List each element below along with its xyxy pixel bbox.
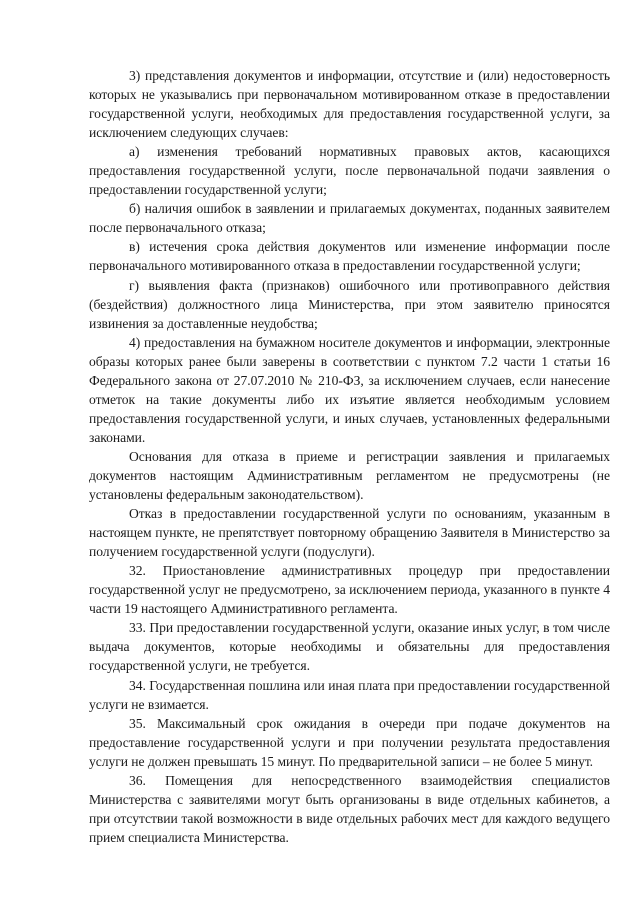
paragraph-section-32: 32. Приостановление административных процедур при предоставлении государственной услуг не предусмотрено, за исключением периода, указанного в пункте 4 части 19 настоящего Административного регламента.: [89, 563, 610, 617]
paragraph-section-33: 33. При предоставлении государственной услуги, оказание иных услуг, в том числе выдача документов, которые необходимы и обязательны для предоставления государственной услуги, не требуется.: [89, 620, 610, 674]
paragraph-subitem-g: г) выявления факта (признаков) ошибочного или противоправного действия (бездействия) должностного лица Министерства, при этом заявителю приносятся извинения за доставленные неудобства;: [89, 277, 610, 331]
paragraph-subitem-a: а) изменения требований нормативных правовых актов, касающихся предоставления государственной услуги, после первоначальной подачи заявления о предоставлении государственной услуги;: [89, 144, 610, 198]
paragraph-refusal-no-obstacle: Отказ в предоставлении государственной услуги по основаниям, указанным в настоящем пункте, не препятствует повторному обращению Заявителя в Министерство за получением государственной услуги (подуслуги).: [89, 506, 610, 560]
paragraph-refusal-grounds: Основания для отказа в приеме и регистрации заявления и прилагаемых документов настоящим Административным регламентом не предусмотрены (не установлены федеральным законодательством).: [89, 448, 610, 503]
paragraph-item-3: 3) представления документов и информации, отсутствие и (или) недостоверность которых не указывались при первоначальном мотивированном отказе в предоставлении государственной услуги, необходимых для предоставления государственной услуги, за исключением следующих случаев:: [89, 68, 610, 141]
paragraph-item-4: 4) предоставления на бумажном носителе документов и информации, электронные образы которых ранее были заверены в соответствии с пунктом 7.2 части 1 статьи 16 Федерального закона от 27.07.2010 № 210-ФЗ, за исключением случаев, если нанесение отметок на такие документы либо их изъятие является необходимым условием предоставления государственной услуги, и иных случаев, установленных федеральными законами.: [89, 334, 610, 445]
paragraph-subitem-v: в) истечения срока действия документов или изменение информации после первоначального мотивированного отказа в предоставлении государственной услуги;: [89, 239, 610, 274]
paragraph-section-34: 34. Государственная пошлина или иная плата при предоставлении государственной услуги не взимается.: [89, 677, 610, 712]
paragraph-section-35: 35. Максимальный срок ожидания в очереди при подаче документов на предоставление государственной услуги и при получении результата предоставления услуги не должен превышать 15 минут. По предварительной записи – не более 5 минут.: [89, 715, 610, 769]
paragraph-subitem-b: б) наличия ошибок в заявлении и прилагаемых документах, поданных заявителем после первоначального отказа;: [89, 201, 610, 236]
paragraph-section-36: 36. Помещения для непосредственного взаимодействия специалистов Министерства с заявителями могут быть организованы в виде отдельных кабинетов, а при отсутствии такой возможности в виде отдельных рабочих мест для каждого ведущего прием специалиста Министерства.: [89, 772, 610, 845]
